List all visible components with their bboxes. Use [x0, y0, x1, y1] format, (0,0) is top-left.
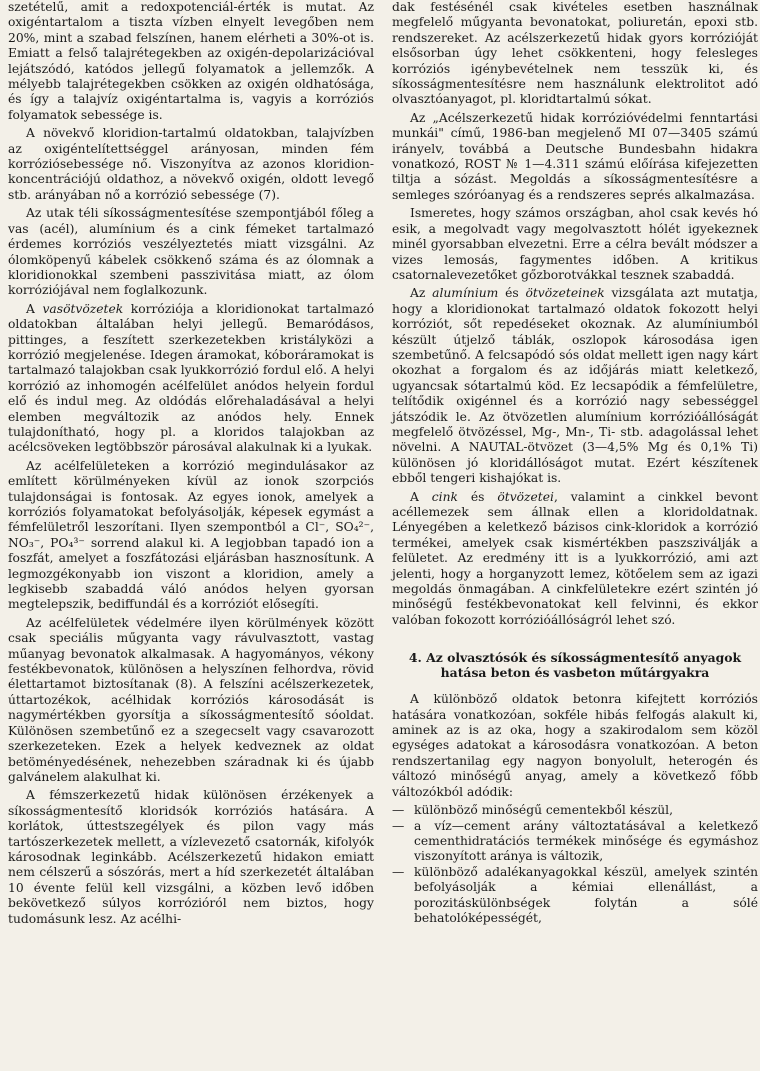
paragraph-aluminium [392, 286, 758, 486]
italic-term: alumínium [432, 286, 499, 301]
paragraph: Az „Acélszerkezetű hidak korrózióvédelmi fenntartási munkái" című, 1986-ban megjelenő MI 07—3405 számú irányelv, továbbá a Deutsche Bundesbahn hidakra vonatkozó, ROST № 1—4.311 számú előírása kifejezetten tiltja a sózást. Megoldás a síkosságmentesítésre a semleges szóróanyag és a rendszeres seprés alkalmazása. [392, 110, 758, 202]
paragraph: A fémszerkezetű hidak különösen érzékenyek a síkosságmentesítő kloridsók korróziós hatására. A korlátok, úttestszegélyek és pilon vagy más tartószerkezetek mellett, a vízlevezető csatornák, kifolyók károsodnak leginkább. Acélszerkezetű hidakon emiatt nem célszerű a sószórás, mert a híd szerkezetét általában 10 évente felül kell vizsgálni, a közben levő időben bekövetkező súlyos korrózióról nem biztos, hogy tudomásunk lesz. Az acélhi- [8, 788, 374, 926]
list-item-text: a víz—cement arány változtatásával a keletkező cementhidratációs termékek minősége és egymáshoz viszonyított aránya is változik, [414, 818, 758, 864]
paragraph-vasotvozetek [8, 302, 374, 456]
list-dash: — [392, 818, 405, 833]
paragraph: dak festésénél csak kivételes esetben használnak megfelelő műgyanta bevonatokat, poliuretán, epoxi stb. rendszereket. Az acélszerkezetű hidak gyors korrózióját elsősorban úgy lehet csökkenteni, hogy felesleges korróziós igénybevételnek nem tesszük ki, és síkosságmentesítésre nem használunk elektrolitot adó olvasztóanyagot, pl. kloridtartalmú sókat. [392, 0, 758, 107]
paragraph: Az acélfelületeken a korrózió megindulásakor az említett körülményeken kívül az ionok szorpciós tulajdonságai is fontosak. Az egyes ionok, amelyek a korróziós folyamatokat befolyásolják, képesek egymást a fémfelületről leszorítani. Ilyen szempontból a Cl⁻, SO₄²⁻, NO₃⁻, PO₄³⁻ sorrend alakul ki. A legjobban tapadó ion a foszfát, amelyet a foszfátozási eljárásban hasznosítunk. A legmozgékonyabb ion viszont a kloridion, amely a legkisebb szabaddá váló anódos helyen gyorsan megtelepszik, bediffundál és a korróziót elősegíti. [8, 458, 374, 612]
list-item-text: különböző adalékanyagokkal készül, amelyek szintén befolyásolják a kémiai ellenállást, a porozitáskülönbségek folytán a sólé behatolóképességét, [414, 864, 758, 925]
list-item [392, 865, 758, 927]
section-heading [392, 650, 758, 680]
italic-term: ötvözetei [497, 489, 554, 504]
text-run: Az [410, 286, 433, 301]
list-item [392, 803, 758, 818]
text-run: A [410, 489, 432, 504]
text-run: A [26, 301, 43, 316]
italic-term: vasötvözetek [42, 301, 124, 316]
text-run: korróziója a kloridionokat tartalmazó oldatokban általában helyi jellegű. Bemaródásos, pittinges, a feszített szerkezetekben kristályközi a korrózió megjelenése. Idegen áramokat, kóboráramokat is tartalmazó talajokban csak lyukkorrózió fordul elő. A helyi korrózió az inhomogén acélfelület anódos helyein fordul elő és indul meg. Az oldódás előrehaladásával a helyi elemben megváltozik az anódos hely. Ennek tulajdonítható, hogy pl. a kloridos talajokban az acélcsöveken legtöbbször párosával alakulnak ki a lyukak. [8, 301, 374, 455]
paragraph: A különböző oldatok betonra kifejtett korróziós hatására vonatkozóan, sokféle hibás felfogás alakult ki, aminek az is az oka, hogy a szakirodalom sem közöl egységes adatokat a károsodásra vonatkozóan. A beton rendszertanilag egy nagyon bonyolult, heterogén és változó minőségű anyag, amely a következő főbb változókból adódik: [392, 692, 758, 799]
italic-term: cink [431, 489, 458, 504]
paragraph-cink [392, 490, 758, 629]
right-column [392, 0, 758, 926]
paragraph: szetételű, amit a redoxpotenciál-érték is mutat. Az oxigéntartalom a tiszta vízben elnyelt levegőben nem 20%, mint a szabad felszínen, hanem elérheti a 30%-ot is. Emiatt a felső talajrétegekben az oxigén-depolarizációval lejátszódó, katódos jellegű folyamatok a jellemzők. A mélyebb talajrétegekben csökken az oxigén oldhatósága, és így a talajvíz oxigéntartalma is, vagyis a korróziós folyamatok sebessége is. [8, 0, 374, 122]
paragraph: A növekvő kloridion-tartalmú oldatokban, talajvízben az oxigéntelítettséggel arányosan, minden fém korróziósebessége nő. Viszonyítva az azonos kloridion-koncentrációjú oldathoz, a növekvő oxigén, oldott levegő stb. arányában nő a korrózió sebessége (7). [8, 126, 374, 202]
text-run: , valamint a cinkkel bevont acéllemezek sem állnak ellen a kloridoldatnak. Lényegében a keletkező bázisos cink-kloridok a korrózió termékei, amelyek csak kismértékben paszsziválják a felületet. Az eredmény itt is a lyukkorrózió, ami azt jelenti, hogy a horganyzott lemez, kötőelem sem az igazi megoldás önmagában. A cinkfelületekre ezért szintén jó minőségű festékbevonatokat kell felvinni, és ekkor valóban fokozott korrózióállóságról lehet szó. [392, 489, 758, 627]
list-dash: — [392, 803, 405, 818]
section-heading-line1: 4. Az olvasztósók és síkosságmentesítő anyagok [408, 650, 742, 666]
list-item [392, 819, 758, 865]
section-heading-line2: hatása beton és vasbeton műtárgyakra [440, 665, 710, 681]
italic-term: ötvözeteinek [525, 286, 605, 301]
left-column [8, 0, 374, 930]
variables-list [392, 803, 758, 926]
paragraph: Ismeretes, hogy számos országban, ahol csak kevés hó esik, a megolvadt vagy megolvasztott hólét igyekeznek minél gyorsabban elvezetni. Erre a célra bevált módszer a vizes lemosás, fagymentes időben. A kritikus csatornalevezetőket gőzborotvákkal tesznek szabaddá. [392, 206, 758, 282]
text-run: és [457, 489, 498, 504]
paragraph: Az utak téli síkosságmentesítése szempontjából főleg a vas (acél), alumínium és a cink fémeket tartalmazó érdemes korróziós veszélyeztetés miatt vizsgálni. Az ólomköpenyű kábelek csökkenő száma és az ólomnak a kloridionokkal szembeni passzivitása miatt, az ólom korróziójával nem foglalkozunk. [8, 206, 374, 298]
text-run: vizsgálata azt mutatja, hogy a kloridionokat tartalmazó oldatok fokozott helyi korróziót, sőt repedéseket okoznak. Az alumíniumból készült útjelző táblák, oszlopok károsodása igen szembetűnő. A felcsapódó sós oldat mellett igen nagy kárt okozhat a forgalom és az időjárás miatt keletkező, ugyancsak sótartalmú köd. Ez lecsapódik a fémfelületre, telítődik oxigénnel és a korrózió nagy sebességgel játszódik le. Az ötvözetlen alumínium korrózióállóságát megfelelő ötvözéssel, Mg-, Mn-, Ti- stb. adagolással lehet növelni. A NAUTAL-ötvözet (3—4,5% Mg és 0,1% Ti) különösen jó kloridállóságot mutat. Ezért készítenek ebből tengeri kishajókat is. [392, 286, 758, 486]
list-item-text: különböző minőségű cementekből készül, [414, 803, 673, 818]
paragraph: Az acélfelületek védelmére ilyen körülmények között csak speciális műgyanta vagy rávulvasztott, vastag műanyag bevonatok alkalmasak. A hagyományos, vékony festékbevonatok, különösen a helyszínen felhordva, rövid élettartamot biztosítanak (8). A felszíni acélszerkezetek, úttartozékok, acélhidak korróziós károsodását is nagymértékben gyorsítja a síkosságmentesítő sóoldat. Különösen szembetűnő ez a szegecselt vagy csavarozott szerkezeteken. Ezek a helyek kedveznek az oldat betöményedésének, nehezebben száradnak ki és újabb galvánelem alakulhat ki. [8, 615, 374, 784]
text-run: és [498, 286, 526, 301]
list-dash: — [392, 864, 405, 879]
